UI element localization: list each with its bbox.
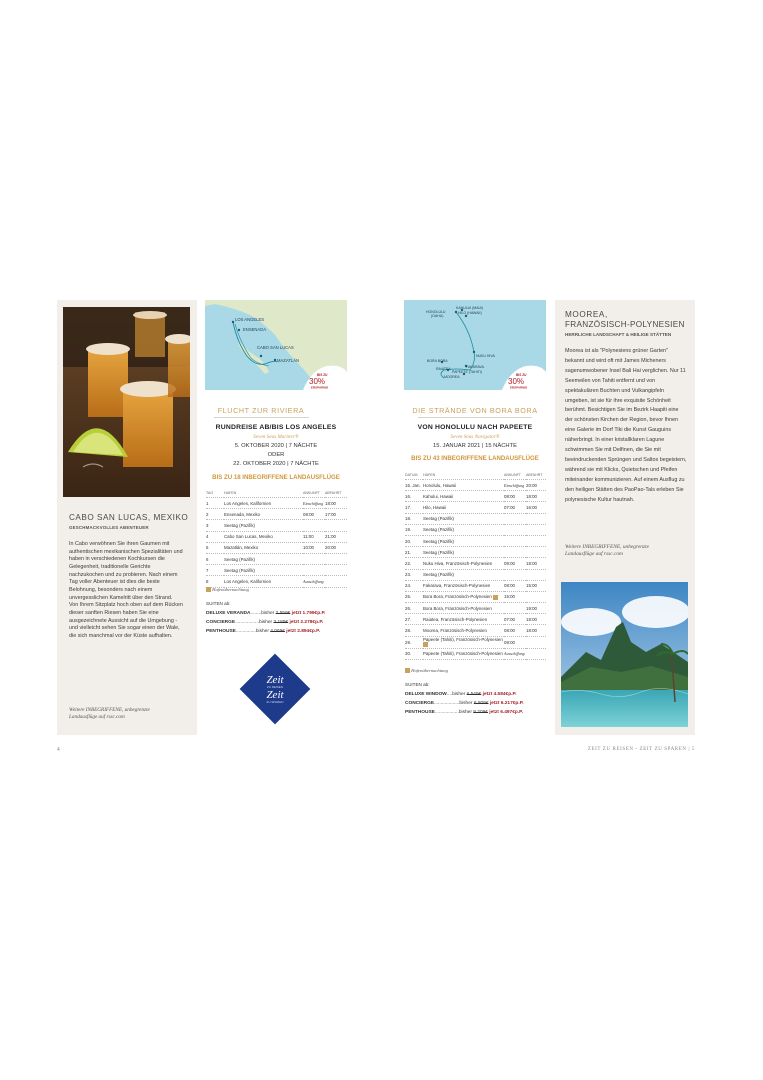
cruise1-ship: Seven Seas Mariner® — [253, 434, 299, 440]
table-row: 17. Hilo, Hawaii 07:00 16:00 — [405, 502, 546, 513]
table-row: 18. Seetag (Pazifik) — [405, 513, 546, 524]
table-header — [405, 470, 546, 480]
badge-value: 30% — [508, 377, 525, 386]
table-row: 27. Raiatea, Französisch-Polynesien 07:00 18:00 — [405, 614, 546, 625]
cruise2-date1: 15. JANUAR 2021 | 15 NÄCHTE — [433, 443, 517, 449]
left-subheading: GESCHMACKVOLLES ABENTEUER — [69, 525, 149, 530]
cruise2-prices — [405, 690, 524, 717]
logo-text-bot: Zeit — [266, 689, 284, 701]
col-dep: ABFAHRT — [325, 490, 342, 495]
cruise2-suites: SUITEN ab: — [405, 682, 430, 687]
right-body: Moorea ist als "Polynesiens grüner Garten" bekannt und wird oft mit James Micheners sagenumwobener Insel Bali Hai verglichen. Nur 11 Seemeilen von Tahiti entfernt und von spektakulären Buchten und Vulkangipfeln umgeben, ist sie für ihre exquisite Schönheit berühmt. Besichtigen Sie im Bezirk Haapiti eine der schönsten Kirchen der Region, bevor Ihnen eine Galerie im Dorf Tiki die Kunst Gauguins näherbringt. In einer kristallklaren Lagune schwimmen Sie mit Delfinen, die Sie mit beeindruckenden Sprüngen und Saltos begeistern, während sie mit Klicks, Quietschen und Pfeifen miteinander kommunizieren. Auf einem Ausflug zu den heiligen Stätten des PaoPao-Tals erleben Sie polynesische Kultur hautnah. — [565, 348, 687, 503]
footer-running-title: ZEIT ZU REISEN - ZEIT ZU SPAREN | 5 — [587, 747, 695, 752]
table-row: 4 Cabo San Lucas, Mexiko 11:00 21:00 — [206, 531, 347, 542]
col-date: DATUM — [405, 472, 418, 477]
map-label-fakarava: FAKARAVA — [466, 365, 484, 369]
price-row: CONCIERGE..................bisher 3.189€ jetzt 2.278€p.P. — [206, 620, 324, 625]
overnight-icon — [405, 668, 410, 673]
table-row: 22. Nuku Hiva, Französisch-Polynesien 09:00 18:00 — [405, 558, 546, 569]
badge-top: BIS ZU — [317, 373, 328, 377]
moorea-photo — [561, 582, 688, 727]
left-heading: CABO SAN LUCAS, MEXIKO — [69, 513, 189, 522]
overnight-icon — [423, 642, 428, 647]
cruise1-column — [205, 300, 347, 740]
col-port: HAFEN — [224, 490, 237, 495]
map-label-cabo: CABO SAN LUCAS — [257, 345, 294, 350]
cruise1-title: RUNDREISE AB/BIS LOS ANGELES — [215, 424, 337, 431]
table-row: 7 Seetag (Pazifik) — [206, 565, 347, 576]
logo-text-end: ZU SPAREN — [266, 700, 284, 704]
table-header — [206, 488, 347, 498]
table-row: 1 Los Angeles, Kalifornien Einschiffung 18:00 — [206, 498, 347, 509]
table-row: 24. Fakarava, Französisch-Polynesien 08:00 15:00 — [405, 580, 546, 591]
price-row: DELUXE VERANDA........bisher 2.559€ jetzt 1.799€p.P. — [206, 611, 326, 616]
badge-bottom: ERSPARNIS — [510, 385, 528, 390]
table-row: 15. Jan. Honolulu, Hawaii Einschiffung 20:00 — [405, 480, 546, 491]
cruise1-excursions: BIS ZU 18 INBEGRIFFENE LANDAUSFLÜGE — [212, 474, 340, 481]
cruise1-itinerary — [206, 488, 347, 588]
cruise1-oder: ODER — [267, 452, 285, 458]
map-label-la: LOS ANGELES — [235, 317, 265, 322]
cruise1-prices — [206, 609, 325, 636]
col-dep: ABFAHRT — [526, 472, 543, 477]
cruise1-legend — [206, 587, 249, 592]
table-row: 25. Bora Bora, Französisch-Polynesien 15:00 — [405, 591, 546, 602]
map-label-hilo: HILO (HAWAII) — [458, 311, 482, 315]
price-row: DELUXE WINDOW....bisher 6.549€ jetzt 4.584€p.P. — [405, 692, 517, 697]
zeit-logo — [237, 651, 313, 727]
table-row: 8 Los Angeles, Kalifornien Ausschiffung — [206, 576, 347, 587]
table-row: 30. Papeete (Tahiti), Französisch-Polynesien Ausschiffung — [405, 648, 546, 659]
overnight-icon — [493, 595, 498, 600]
right-heading-2: FRANZÖSISCH-POLYNESIEN — [565, 320, 685, 329]
legend-text: Hafenübernachtung — [411, 668, 448, 673]
map-label-nuku-hiva: NUKU HIVA — [476, 354, 495, 358]
cruise2-excursions: BIS ZU 43 INBEGRIFFENE LANDAUSFLÜGE — [411, 455, 539, 462]
price-row: PENTHOUSE...............bisher 4.069€ jetzt 2.894€p.P. — [206, 629, 321, 634]
table-row: 16. Kahului, Hawaii 08:00 18:00 — [405, 491, 546, 502]
cruise2-column — [404, 300, 546, 740]
table-row: 20. Seetag (Pazifik) — [405, 535, 546, 546]
table-row: 29. Papeete (Tahiti), Französisch-Polynesien 08:00 — [405, 636, 546, 648]
left-body: In Cabo verwöhnen Sie ihren Gaumen mit authentischen mexikanischen Spezialitäten und haben in verschiedenen Kochkursen die Gelegenheit, traditionelle Gerichte nachzukochen und zu probieren. Nach einem Tag voller Abenteuer ist dies die beste Belohnung, besonders nach einem unvergesslichen Kamelritt über den Strand. Von Ihrem Sitzplatz hoch oben auf dem Rücken dieser sanften Riesen haben Sie eine ausgezeichnete Aussicht auf die Umgebung - und vielleicht sehen Sie sogar einen der Wale, die sich manchmal vor der Küste aufhalten. — [69, 541, 183, 639]
map-label-oahu: (OAHU) — [431, 314, 444, 318]
legend-text: Hafenübernachtung — [212, 587, 249, 592]
table-row: 28. Moorea, Französisch-Polynesien 08:00 18:00 — [405, 625, 546, 636]
map-label-papeete: PAPEETE (TAHITI) — [452, 370, 483, 374]
map-label-moorea: MOOREA — [444, 375, 460, 379]
right-panel — [555, 300, 695, 735]
map-label-honolulu: HONOLULU — [426, 310, 446, 314]
cruise1-category: FLUCHT ZUR RIVIERA — [217, 406, 305, 415]
tequila-photo — [63, 307, 190, 497]
divider — [418, 417, 532, 418]
badge-value: 30% — [309, 377, 326, 386]
left-footnote: Weitere INBEGRIFFENE, unbegrenzte Landausflüge auf rssc.com — [69, 707, 150, 720]
table-row: 21. Seetag (Pazifik) — [405, 547, 546, 558]
cruise2-ship: Seven Seas Navigator® — [450, 434, 500, 440]
cruise1-suites: SUITEN ab: — [206, 601, 231, 606]
table-row: 2 Ensenada, Mexiko 08:00 17:00 — [206, 509, 347, 520]
table-row: 19. Seetag (Pazifik) — [405, 524, 546, 535]
overnight-icon — [206, 587, 211, 592]
right-footnote: Weitere INBEGRIFFENE, unbegrenzte Landausflüge auf rssc.com — [565, 544, 649, 557]
table-row: 5 Mazatlán, Mexiko 10:00 20:00 — [206, 542, 347, 553]
map-label-ensenada: ENSENADA — [243, 327, 267, 332]
right-heading-1: MOOREA, — [565, 310, 608, 319]
cruise2-legend — [405, 668, 448, 673]
table-row: 6 Seetag (Pazifik) — [206, 553, 347, 564]
price-row: CONCIERGE...................bisher 8.809€ jetzt 6.217€p.P. — [405, 701, 524, 706]
cruise2-title: VON HONOLULU NACH PAPEETE — [417, 424, 533, 431]
cruise1-date2: 22. OKTOBER 2020 | 7 NÄCHTE — [233, 461, 319, 467]
map-label-mazatlan: MAZATLÁN — [277, 358, 300, 363]
cruise2-category: DIE STRÄNDE VON BORA BORA — [412, 406, 538, 415]
left-panel — [57, 300, 197, 735]
badge-top: BIS ZU — [516, 373, 527, 377]
table-row: 23. Seetag (Pazifik) — [405, 569, 546, 580]
map-label-bora-bora: BORA BORA — [427, 359, 448, 363]
col-port: HAFEN — [423, 472, 436, 477]
cruise2-map — [404, 300, 546, 390]
badge-bottom: ERSPARNIS — [311, 385, 329, 390]
cruise2-itinerary — [405, 470, 546, 660]
col-arr: ANKUNFT — [303, 490, 320, 495]
map-label-raiatea: RAIATEA — [436, 367, 451, 371]
map-label-kahului: KAHULUI (MAUI) — [456, 306, 484, 310]
logo-text-mid: ZU REISEN — [266, 685, 284, 689]
divider — [214, 417, 309, 418]
table-row: 3 Seetag (Pazifik) — [206, 520, 347, 531]
page-number-left: 4 — [57, 747, 60, 753]
right-subheading: HERRLICHE LANDSCHAFT & HEILIGE STÄTTEN — [565, 332, 672, 337]
cruise1-map — [205, 300, 347, 390]
table-row: 26. Bora Bora, Französisch-Polynesien 19:00 — [405, 603, 546, 614]
price-row: PENTHOUSE..................bisher 9.209€ jetzt 6.497€p.P. — [405, 710, 524, 715]
logo-text-top: Zeit — [266, 674, 284, 686]
col-arr: ANKUNFT — [504, 472, 521, 477]
cruise1-date1: 5. OKTOBER 2020 | 7 NÄCHTE — [234, 443, 318, 449]
col-day: TAG — [206, 490, 214, 495]
